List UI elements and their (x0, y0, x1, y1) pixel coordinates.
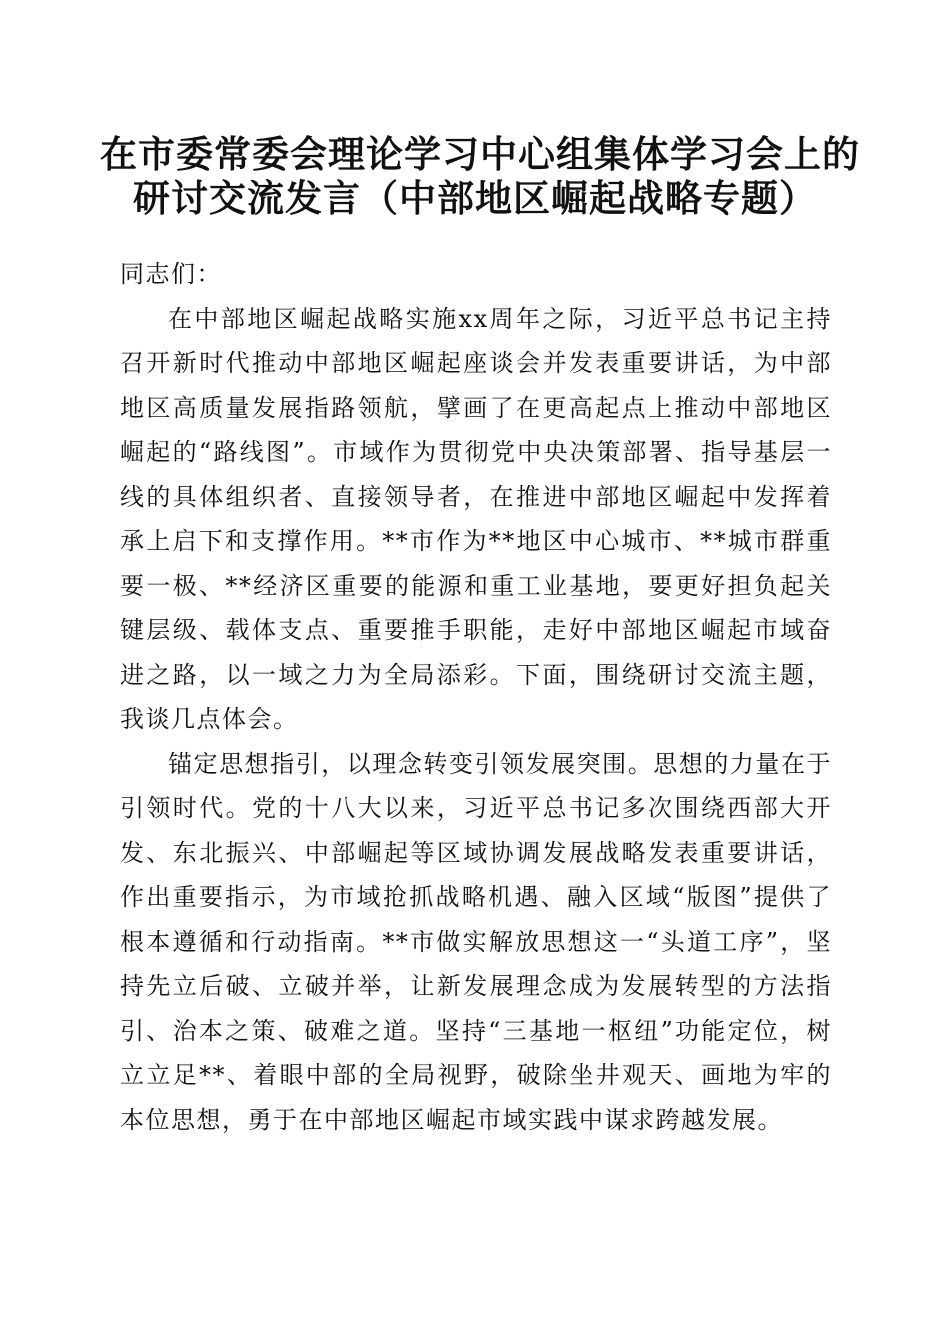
title-line-1: 在市委常委会理论学习中心组集体学习会上的 (100, 132, 860, 176)
document-title (100, 132, 860, 220)
title-line-2: 研讨交流发言（中部地区崛起战略专题） (133, 176, 817, 220)
salutation: 同志们： (120, 260, 222, 288)
document-body (120, 252, 832, 1142)
paragraph-intro: 在中部地区崛起战略实施xx周年之际，习近平总书记主持召开新时代推动中部地区崛起座谈会并发表重要讲话，为中部地区高质量发展指路领航，擘画了在更高起点上推动中部地区崛起的“路线图”。市域作为贯彻党中央决策部署、指导基层一线的具体组织者、直接领导者，在推进中部地区崛起中发挥着承上启下和支撑作用。**市作为**地区中心城市、**城市群重要一极、**经济区重要的能源和重工业基地，要更好担负起关键层级、载体支点、重要推手职能，走好中部地区崛起市域奋进之路，以一域之力为全局添彩。下面，围绕研讨交流主题，我谈几点体会。 (120, 304, 832, 733)
paragraph-thought-guidance: 锚定思想指引，以理念转变引领发展突围。思想的力量在于引领时代。党的十八大以来，习近平总书记多次围绕西部大开发、东北振兴、中部崛起等区域协调发展战略发表重要讲话，作出重要指示，为市域抢抓战略机遇、融入区域“版图”提供了根本遵循和行动指南。**市做实解放思想这一“头道工序”，坚持先立后破、立破并举，让新发展理念成为发展转型的方法指引、治本之策、破难之道。坚持“三基地一枢纽”功能定位，树立立足**、着眼中部的全局视野，破除坐井观天、画地为牢的本位思想，勇于在中部地区崛起市域实践中谋求跨越发展。 (120, 749, 832, 1134)
